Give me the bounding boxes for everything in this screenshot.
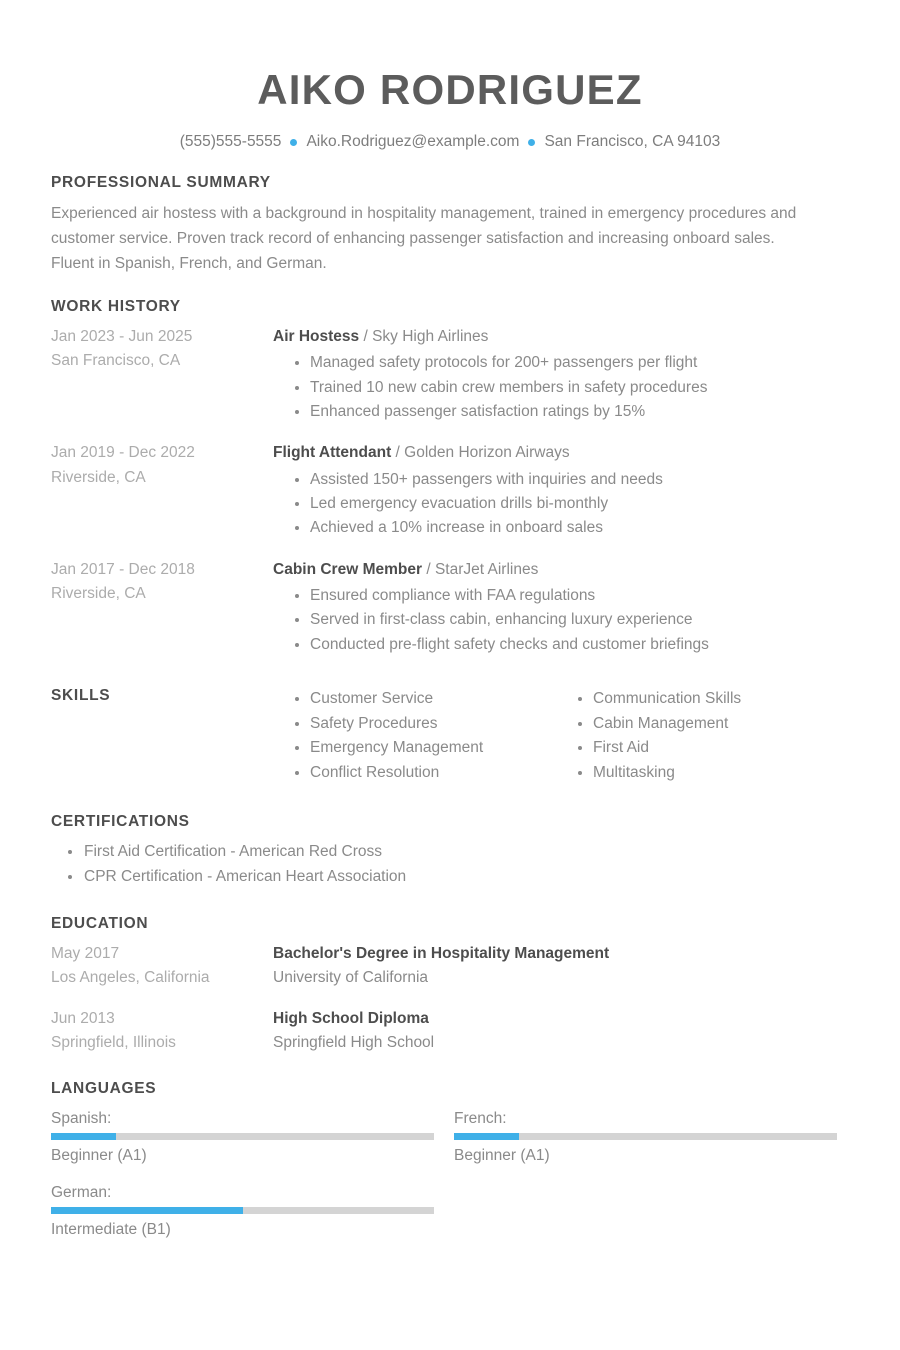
language-proficiency-bar: [454, 1133, 837, 1140]
work-entry-headline: [273, 558, 849, 582]
work-entry-company: Golden Horizon Airways: [404, 444, 570, 462]
language-proficiency-fill: [51, 1207, 243, 1214]
language-item: [454, 1107, 837, 1168]
education-entry-body: [273, 942, 849, 990]
language-name: German:: [51, 1183, 112, 1201]
list-item: Emergency Management: [295, 736, 556, 760]
work-entry-separator: /: [363, 328, 368, 346]
language-item: [51, 1181, 434, 1242]
education-entry-school: Springfield High School: [273, 1034, 435, 1051]
section-skills: [51, 687, 849, 785]
education-entry-meta: [51, 942, 273, 990]
list-item: Conflict Resolution: [295, 761, 556, 785]
list-item: First Aid Certification - American Red Cross: [68, 840, 849, 865]
location-text: San Francisco, CA 94103: [544, 133, 721, 151]
education-entry-degree: Bachelor's Degree in Hospitality Management: [273, 944, 610, 962]
list-item: Communication Skills: [578, 687, 839, 711]
language-level: Beginner (A1): [454, 1147, 550, 1165]
work-entry: [51, 558, 849, 657]
work-entry-body: [273, 325, 849, 424]
education-entry-school: University of California: [273, 968, 429, 986]
work-entry-dates: Jan 2019 - Dec 2022: [51, 444, 195, 462]
education-entry-meta: [51, 1007, 273, 1055]
work-entry-meta: [51, 441, 273, 489]
section-work-history: [51, 298, 849, 657]
contact-line: [0, 133, 900, 152]
work-entry-location: San Francisco, CA: [51, 352, 181, 370]
education-entry: [51, 942, 849, 990]
education-entry-location: Springfield, Illinois: [51, 1034, 176, 1051]
list-item: Trained 10 new cabin crew members in safety procedures: [295, 376, 849, 400]
list-item: CPR Certification - American Heart Association: [68, 865, 849, 890]
work-entry-body: [273, 558, 849, 657]
list-item: Enhanced passenger satisfaction ratings by 15%: [295, 400, 849, 424]
work-entry-title: Cabin Crew Member: [273, 560, 423, 578]
education-entry: [51, 1007, 849, 1055]
section-languages: [51, 1080, 849, 1254]
work-entry-location: Riverside, CA: [51, 584, 146, 602]
work-entry-dates: Jan 2017 - Dec 2018: [51, 560, 195, 578]
education-entry-body: [273, 1007, 849, 1055]
work-entry-bullets: [273, 468, 849, 541]
education-entry-degree: High School Diploma: [273, 1009, 429, 1027]
work-entry-location: Riverside, CA: [51, 468, 146, 486]
work-entry-dates: Jan 2023 - Jun 2025: [51, 328, 193, 346]
work-entry-bullets: [273, 584, 849, 657]
list-item: Customer Service: [295, 687, 556, 711]
list-item: Ensured compliance with FAA regulations: [295, 584, 849, 608]
work-entry-title: Air Hostess: [273, 328, 360, 346]
section-professional-summary: [51, 174, 849, 276]
section-heading-languages: LANGUAGES: [51, 1080, 157, 1098]
list-item: Multitasking: [578, 761, 839, 785]
section-education: [51, 915, 849, 1055]
section-heading-work-history: WORK HISTORY: [51, 298, 181, 316]
skills-column-1: [273, 687, 556, 785]
language-item: [51, 1107, 434, 1168]
languages-grid: [51, 1107, 849, 1254]
skills-row: [51, 687, 849, 785]
work-entry-bullets: [273, 351, 849, 424]
list-item: Served in first-class cabin, enhancing luxury experience: [295, 608, 849, 632]
work-entry-company: Sky High Airlines: [372, 328, 489, 346]
skills-column-2: [556, 687, 839, 785]
bullet-dot-icon: [528, 139, 535, 146]
bullet-dot-icon: [290, 139, 297, 146]
work-entry-meta: [51, 325, 273, 373]
page-title: AIKO RODRIGUEZ: [257, 66, 643, 113]
skills-label: [51, 687, 273, 705]
work-entry-body: [273, 441, 849, 540]
work-entry: [51, 325, 849, 424]
work-entry-headline: [273, 441, 849, 465]
work-entry-company: StarJet Airlines: [434, 560, 539, 578]
section-heading-summary: PROFESSIONAL SUMMARY: [51, 173, 271, 191]
work-entry-meta: [51, 558, 273, 606]
work-entry-separator: /: [426, 560, 431, 578]
education-entry-date: Jun 2013: [51, 1009, 115, 1027]
work-entry-title: Flight Attendant: [273, 444, 392, 462]
list-item: Led emergency evacuation drills bi-monthly: [295, 492, 849, 516]
language-proficiency-fill: [51, 1133, 116, 1140]
language-name: French:: [454, 1110, 507, 1128]
language-proficiency-bar: [51, 1133, 434, 1140]
section-certifications: [51, 813, 849, 890]
list-item: Cabin Management: [578, 712, 839, 736]
certifications-list: [51, 840, 849, 890]
language-name: Spanish:: [51, 1110, 112, 1128]
language-proficiency-bar: [51, 1207, 434, 1214]
email-text: Aiko.Rodriguez@example.com: [306, 133, 520, 151]
resume-header: [0, 0, 900, 152]
language-level: Beginner (A1): [51, 1147, 147, 1165]
summary-text: Experienced air hostess with a background in hospitality management, trained in emergency procedures and customer service. Proven track record of enhancing passenger satisfaction and increasing onboard sales. Fluent in Spanish, French, and German.: [51, 204, 797, 272]
list-item: Safety Procedures: [295, 712, 556, 736]
education-entry-date: May 2017: [51, 944, 120, 962]
language-level: Intermediate (B1): [51, 1220, 171, 1238]
section-heading-education: EDUCATION: [51, 914, 149, 932]
work-entry-separator: /: [395, 444, 400, 462]
list-item: Managed safety protocols for 200+ passengers per flight: [295, 351, 849, 375]
list-item: Achieved a 10% increase in onboard sales: [295, 516, 849, 540]
work-entry-headline: [273, 325, 849, 349]
language-proficiency-fill: [454, 1133, 519, 1140]
education-entry-location: Los Angeles, California: [51, 968, 210, 986]
list-item: Assisted 150+ passengers with inquiries and needs: [295, 468, 849, 492]
section-heading-certifications: CERTIFICATIONS: [51, 813, 190, 831]
list-item: Conducted pre-flight safety checks and customer briefings: [295, 633, 849, 657]
section-heading-skills: SKILLS: [51, 687, 111, 705]
list-item: First Aid: [578, 736, 839, 760]
work-entry: [51, 441, 849, 540]
skills-columns: [273, 687, 849, 785]
phone-text: (555)555-5555: [179, 133, 282, 151]
